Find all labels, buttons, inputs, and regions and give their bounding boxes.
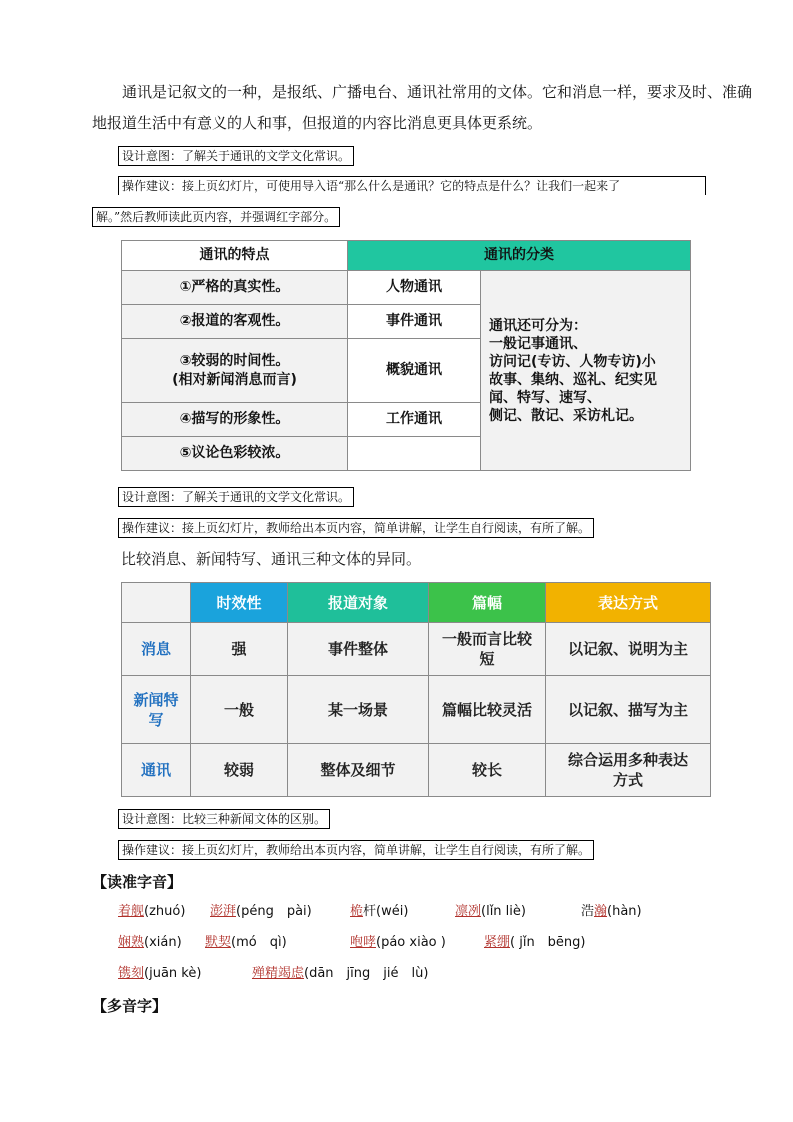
word-text-plain: 浩 xyxy=(581,904,595,919)
cell: 一般 xyxy=(191,676,288,744)
operation-advice-box-3: 操作建议：接上页幻灯片，教师给出本页内容，简单讲解，让学生自行阅读，有所了解。 xyxy=(118,840,594,860)
design-intent-box-2: 设计意图：了解关于通讯的文学文化常识。 xyxy=(118,487,354,507)
word-pinyin: (dān jīng jié lù) xyxy=(304,966,429,981)
word-text: 瀚 xyxy=(594,904,608,919)
header-subject: 报道对象 xyxy=(288,583,429,623)
word-item xyxy=(118,902,185,922)
word-item xyxy=(210,902,312,922)
word-text: 凛冽 xyxy=(455,904,482,919)
word-pinyin: (péng pài) xyxy=(236,904,312,919)
word-text: 默契 xyxy=(205,935,232,950)
cell: 较长 xyxy=(429,744,546,797)
feature-cell: ②报道的客观性。 xyxy=(122,305,348,339)
other-types-line: 访问记(专访、人物专访)小 xyxy=(489,353,656,370)
cell: 强 xyxy=(191,623,288,676)
feature-cell: ⑤议论色彩较浓。 xyxy=(122,437,348,471)
intro-line-2: 地报道生活中有意义的人和事，但报道的内容比消息更具体更系统。 xyxy=(92,114,543,132)
cell: 事件整体 xyxy=(288,623,429,676)
word-text: 着舰 xyxy=(118,904,145,919)
word-pinyin: (páo xiào ) xyxy=(376,935,446,950)
word-pinyin: (xián) xyxy=(144,935,182,950)
other-types-line: 一般记事通讯、 xyxy=(489,335,587,352)
feature-cell-with-note xyxy=(122,339,348,403)
word-text: 殚精竭虑 xyxy=(252,966,305,981)
word-item xyxy=(118,933,182,953)
word-item xyxy=(581,902,642,922)
word-item xyxy=(455,902,526,922)
word-pinyin: (hàn) xyxy=(607,904,642,919)
word-text: 娴熟 xyxy=(118,935,145,950)
word-text: 紧绷 xyxy=(484,935,511,950)
word-item xyxy=(350,902,408,922)
types-header: 通讯的分类 xyxy=(348,241,691,271)
header-expression: 表达方式 xyxy=(546,583,711,623)
row-header-feature: 新闻特 写 xyxy=(122,676,191,744)
section-heading-pronunciation: 【读准字音】 xyxy=(92,873,183,891)
cell: 较弱 xyxy=(191,744,288,797)
news-features-table xyxy=(121,240,691,471)
header-length: 篇幅 xyxy=(429,583,546,623)
type-cell: 工作通讯 xyxy=(348,403,481,437)
word-pinyin: (zhuó) xyxy=(144,904,186,919)
other-types-cell xyxy=(481,271,691,471)
word-item xyxy=(205,933,287,953)
word-text: 澎湃 xyxy=(210,904,237,919)
word-item xyxy=(118,964,201,984)
operation-advice-box-1-line-2: 解。”然后教师读此页内容，并强调红字部分。 xyxy=(92,207,340,227)
other-types-line: 通讯还可分为： xyxy=(489,317,587,334)
cell: 一般而言比较 短 xyxy=(429,623,546,676)
word-item xyxy=(252,964,428,984)
design-intent-box-1: 设计意图：了解关于通讯的文学文化常识。 xyxy=(118,146,354,166)
type-cell: 概貌通讯 xyxy=(348,339,481,403)
cell: 以记叙、说明为主 xyxy=(546,623,711,676)
cell: 综合运用多种表达 方式 xyxy=(546,744,711,797)
cell: 篇幅比较灵活 xyxy=(429,676,546,744)
word-text: 镌刻 xyxy=(118,966,145,981)
cell: 整体及细节 xyxy=(288,744,429,797)
feature-note: (相对新闻消息而言) xyxy=(172,371,297,388)
feature-cell: ①严格的真实性。 xyxy=(122,271,348,305)
row-header-news: 消息 xyxy=(122,623,191,676)
word-text-plain: 杆 xyxy=(363,904,377,919)
word-pinyin: (mó qì) xyxy=(231,935,287,950)
intro-line-1: 通讯是记叙文的一种，是报纸、广播电台、通讯社常用的文体。它和消息一样，要求及时、准确 xyxy=(122,83,753,101)
word-item xyxy=(350,933,446,953)
header-timeliness: 时效性 xyxy=(191,583,288,623)
comparison-intro: 比较消息、新闻特写、通讯三种文体的异同。 xyxy=(121,550,422,568)
type-cell-empty xyxy=(348,437,481,471)
word-text: 桅 xyxy=(350,904,364,919)
cell: 以记叙、描写为主 xyxy=(546,676,711,744)
corner-cell xyxy=(122,583,191,623)
other-types-line: 闻、特写、速写、 xyxy=(489,389,601,406)
comparison-table xyxy=(121,582,711,797)
features-header: 通讯的特点 xyxy=(122,241,348,271)
word-pinyin: (lǐn liè) xyxy=(481,904,526,919)
type-cell: 人物通讯 xyxy=(348,271,481,305)
word-item xyxy=(484,933,586,953)
other-types-line: 侧记、散记、采访札记。 xyxy=(489,407,643,424)
word-text: 咆哮 xyxy=(350,935,377,950)
feature-text: ③较弱的时间性。 xyxy=(179,352,290,369)
row-header-report: 通讯 xyxy=(122,744,191,797)
type-cell: 事件通讯 xyxy=(348,305,481,339)
operation-advice-box-1-line-1: 操作建议：接上页幻灯片，可使用导入语“那么什么是通讯？它的特点是什么？让我们一起来了 xyxy=(118,176,706,195)
word-pinyin: (juān kè) xyxy=(144,966,202,981)
other-types-line: 故事、集纳、巡礼、纪实见 xyxy=(489,371,657,388)
cell: 某一场景 xyxy=(288,676,429,744)
word-pinyin: (wéi) xyxy=(376,904,409,919)
design-intent-box-3: 设计意图：比较三种新闻文体的区别。 xyxy=(118,809,330,829)
operation-advice-box-2: 操作建议：接上页幻灯片，教师给出本页内容，简单讲解，让学生自行阅读，有所了解。 xyxy=(118,518,594,538)
feature-cell: ④描写的形象性。 xyxy=(122,403,348,437)
section-heading-polyphone: 【多音字】 xyxy=(92,997,168,1015)
word-pinyin: ( jǐn bēng) xyxy=(510,935,586,950)
